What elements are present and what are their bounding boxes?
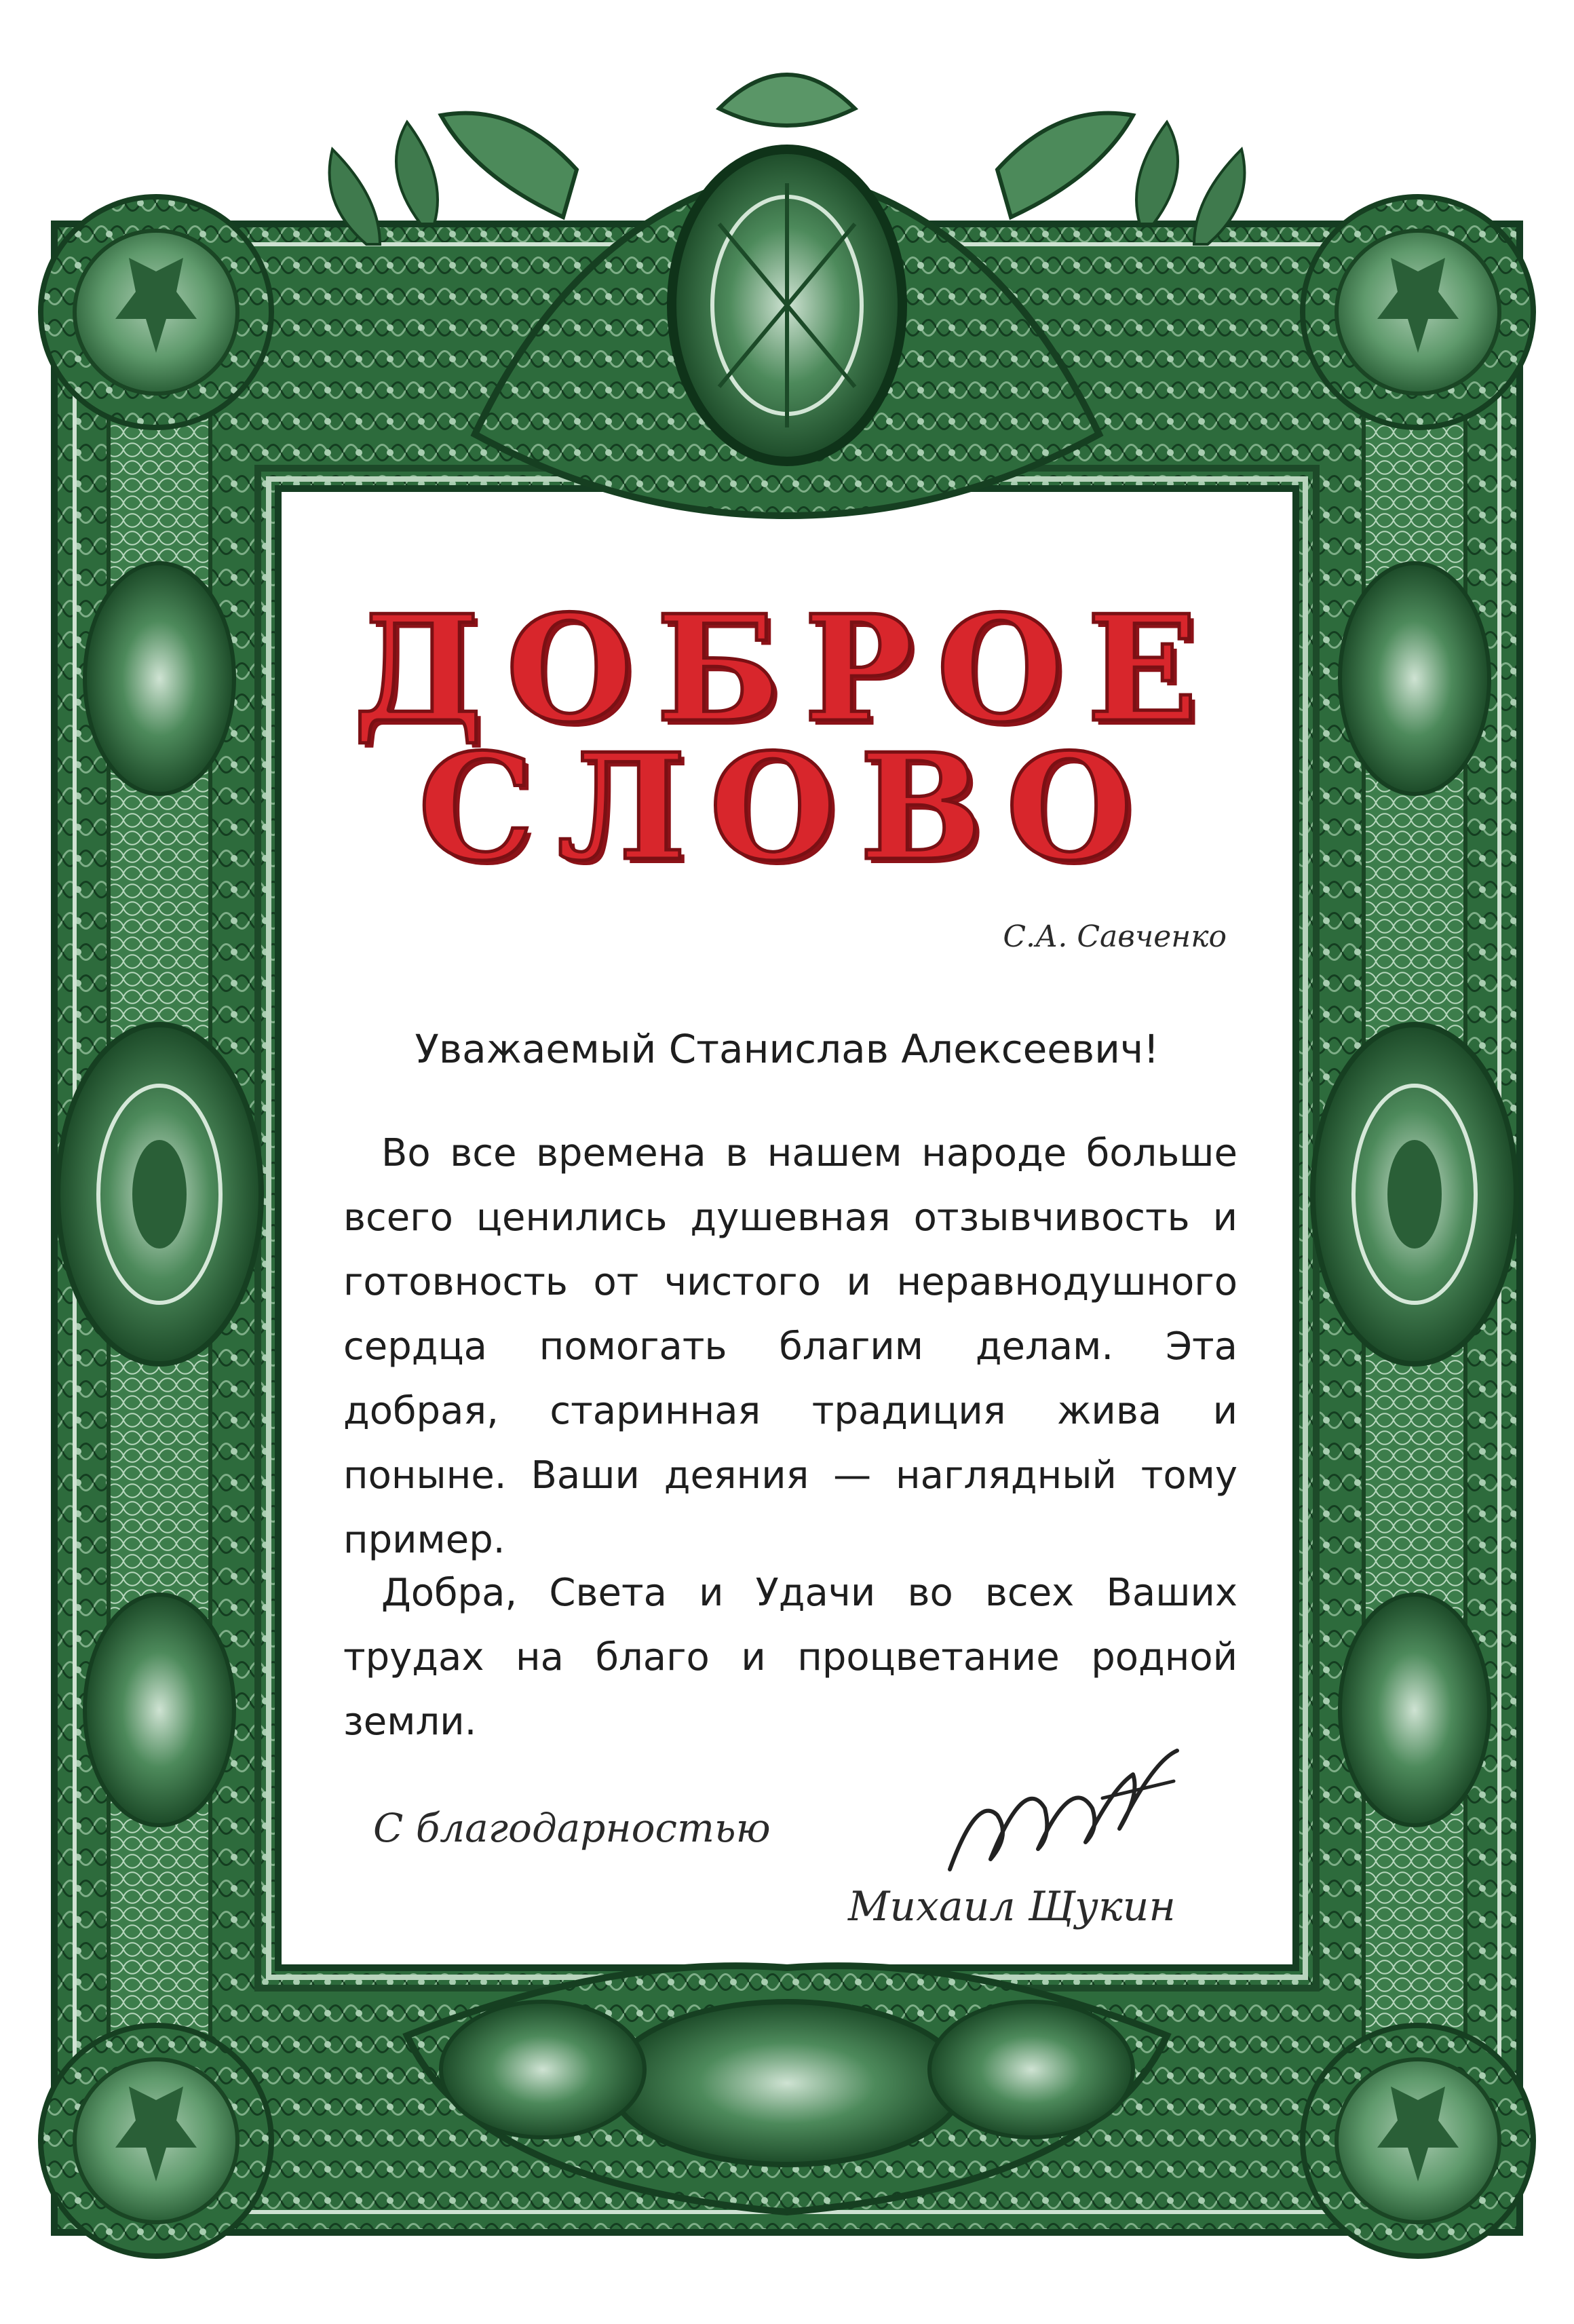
title-line-2: СЛОВО xyxy=(418,721,1156,893)
double-headed-eagle-icon xyxy=(1303,2025,1533,2256)
greeting: Уважаемый Станислав Алексеевич! xyxy=(415,1026,1159,1072)
double-headed-eagle-icon xyxy=(1303,197,1533,427)
signer-name: Михаил Щукин xyxy=(848,1883,1176,1930)
closing-phrase: С благодарностью xyxy=(373,1805,771,1851)
rosette-icon xyxy=(1313,1025,1516,1364)
rosette-icon xyxy=(58,1025,261,1364)
title-line-1: ДОБРОЕ xyxy=(353,583,1221,755)
double-headed-eagle-icon xyxy=(41,197,271,427)
signature xyxy=(936,1734,1187,1883)
recipient-name: С.А. Савченко xyxy=(1003,919,1227,954)
body-paragraph: Во все времена в нашем народе больше всего ценились душевная отзывчивость и готовность от чистого и неравнодушного сердца помогать благим делам. Эта добрая, старинная традиция жива и поныне. Ваши деяния — наглядный тому пример. xyxy=(343,1131,1237,1562)
double-headed-eagle-icon xyxy=(41,2025,271,2256)
body-paragraph: Добра, Света и Удачи во всех Ваших трудах на благо и процветание родной земли. xyxy=(343,1571,1237,1744)
